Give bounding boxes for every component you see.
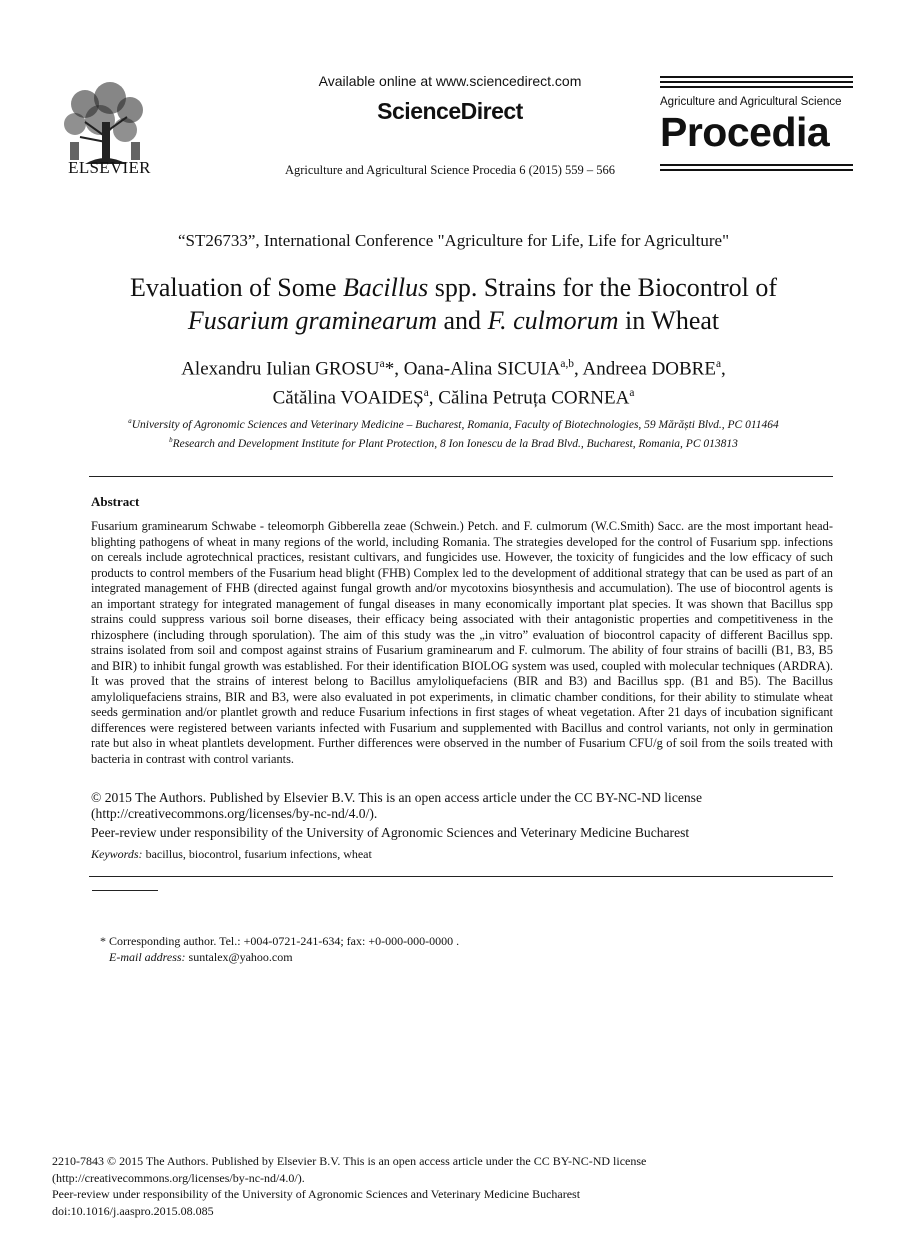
- title-part: Evaluation of Some: [129, 273, 343, 302]
- author-affil-mark: a: [629, 387, 635, 400]
- peer-review-statement: Peer-review under responsibility of the University of Agronomic Sciences and Veterinary Medicine Bucharest: [91, 825, 690, 840]
- available-online-line[interactable]: Available online at www.sciencedirect.com: [318, 73, 582, 89]
- divider-bottom: [89, 876, 833, 877]
- title-part: spp. Strains for the Biocontrol of: [428, 273, 778, 302]
- author-separator: ,: [428, 387, 439, 409]
- email-line: [100, 949, 800, 965]
- page-footer: [52, 1153, 852, 1219]
- procedia-rule-top: [660, 76, 853, 78]
- keywords-values: bacillus, biocontrol, fusarium infections, wheat: [142, 847, 372, 861]
- author-affil-mark: a: [423, 387, 429, 400]
- author-name[interactable]: Oana-Alina SICUIA: [403, 358, 561, 380]
- affiliation-text: Research and Development Institute for Plant Protection, 8 Ion Ionescu de la Brad Blvd., Bucharest, Romania, PC 013813: [172, 437, 738, 450]
- abstract-text: Fusarium graminearum Schwabe - teleomorph Gibberella zeae (Schwein.) Petch. and F. culmorum (W.C.Smith) Sacc. are the most important head-blighting pathogens of wheat in many regions of the world, including Romania. The strategies developed for the control of Fusarium spp. infections on cereals include agrotechnical practices, resistant cultivars, and fungicides use. However, the toxicity of fungicides and the low efficacy of such products to control members of the Fusarium head blight (FHB) Complex led to the development of additional strategy that can be used as part of an integrated management of FHB (directed against fungal growth and/or mycotoxins biosynthesis and accumulation). The use of biocontrol agents is an important strategy for integrated management of fungal diseases in many economically important plat species. It was shown that Bacillus spp strains could suppress various soil borne diseases, their efficacy being associated with their antagonistic properties and competitiveness in the rhizosphere (including through sporulation). The aim of this study was the „in vitro” evaluation of biocontrol capacity of different Bacillus spp. strains isolated from soil and compost against strains of Fusarium graminearum and F. culmorum. The ability of four strains of bacilli (B1, B3, B5 and BIR) to inhibit fungal growth was established. For their identification BIOLOG system was used, coupled with molecular techniques (ARDRA). It was proved that the strains of interest belong to Bacillus amyloliquefaciens (BIR and B3) and Bacillus spp. (B1 and B5). The Bacillus amyloliquefaciens strains, BIR and B3, were also evaluated in pot experiments, in climatic chamber conditions, for their ability to stimulate wheat seeds germination and/or plantlet growth and reduce Fusarium infections in first stages of wheat vegetation. After 21 days of incubation significant differences were registered between variants infected with Fusarium and supplemented with Bacillus and control variants, not only in germination rate but also in wheat plantlets development. Further differences were observed in the number of Fusarium CFU/g of soil from the soils treated with bacteria in contrast with control variants.: [91, 519, 833, 766]
- journal-citation: Agriculture and Agricultural Science Procedia 6 (2015) 559 – 566: [284, 163, 616, 177]
- title-italic-genus: Bacillus: [343, 273, 429, 302]
- affiliation-b: [60, 433, 847, 452]
- license-statement[interactable]: © 2015 The Authors. Published by Elsevier B.V. This is an open access article under the CC BY-NC-ND license (http://creativecommons.org/licenses/by-nc-nd/4.0/).: [91, 790, 703, 821]
- author-name[interactable]: Călina Petruța CORNEA: [438, 387, 630, 409]
- divider-top: [89, 476, 833, 477]
- email-label: E-mail address:: [109, 950, 186, 964]
- affiliation-text: University of Agronomic Sciences and Veterinary Medicine – Bucharest, Romania, Faculty of Biotechnologies, 59 Mărăști Blvd., PC 011464: [131, 418, 779, 431]
- affiliations: [60, 414, 847, 452]
- affiliation-mark: a: [128, 418, 132, 425]
- sciencedirect-brand: ScienceDirect: [377, 98, 523, 124]
- publisher-name: ELSEVIER: [68, 158, 151, 177]
- author-affil-mark: a,b: [560, 358, 575, 370]
- author-name[interactable]: Cătălina VOAIDEȘ: [272, 387, 424, 409]
- author-name[interactable]: Alexandru Iulian GROSU: [181, 358, 380, 380]
- procedia-rule-bottom: [660, 164, 853, 166]
- author-separator: *,: [384, 358, 404, 380]
- procedia-rule-bottom-2: [660, 169, 853, 171]
- affiliation-a: [60, 414, 847, 433]
- procedia-rule-top-3: [660, 86, 853, 88]
- author-separator: ,: [574, 358, 583, 380]
- author-name[interactable]: Andreea DOBRE: [582, 358, 716, 380]
- author-separator: ,: [721, 358, 726, 380]
- footnote-rule: [92, 890, 158, 891]
- procedia-wordmark: Procedia: [660, 109, 830, 155]
- title-part: and: [437, 306, 488, 335]
- procedia-logo: [660, 76, 853, 176]
- author-affil-mark: a: [379, 358, 385, 370]
- procedia-subtitle: Agriculture and Agricultural Science: [660, 96, 842, 108]
- corresponding-author-line: * Corresponding author. Tel.: +004-0721-241-634; fax: +0-000-000-0000 .: [100, 934, 460, 948]
- article-title: [60, 271, 847, 337]
- footer-copyright: 2210-7843 © 2015 The Authors. Published by Elsevier B.V. This is an open access article under the CC BY-NC-ND license: [52, 1154, 647, 1168]
- footer-license-link[interactable]: (http://creativecommons.org/licenses/by-nc-nd/4.0/).: [52, 1170, 305, 1185]
- email-address[interactable]: suntalex@yahoo.com: [185, 950, 293, 964]
- title-part: in Wheat: [618, 306, 720, 335]
- affiliation-mark: b: [169, 436, 173, 444]
- procedia-rule-top-2: [660, 81, 853, 83]
- abstract-heading: Abstract: [91, 494, 140, 509]
- title-italic-species-2: F. culmorum: [487, 306, 619, 335]
- author-affil-mark: a: [715, 358, 722, 370]
- keywords-label: Keywords:: [91, 847, 143, 861]
- keywords-line: [91, 847, 833, 862]
- title-italic-species: Fusarium graminearum: [187, 306, 438, 335]
- author-list: [60, 352, 847, 411]
- corresponding-author-note: [100, 933, 800, 965]
- footer-peer-review: Peer-review under responsibility of the University of Agronomic Sciences and Veterinary Medicine Bucharest: [52, 1187, 581, 1201]
- footer-doi[interactable]: doi:10.1016/j.aaspro.2015.08.085: [52, 1203, 214, 1218]
- conference-name: “ST26733”, International Conference "Agriculture for Life, Life for Agriculture": [177, 231, 730, 250]
